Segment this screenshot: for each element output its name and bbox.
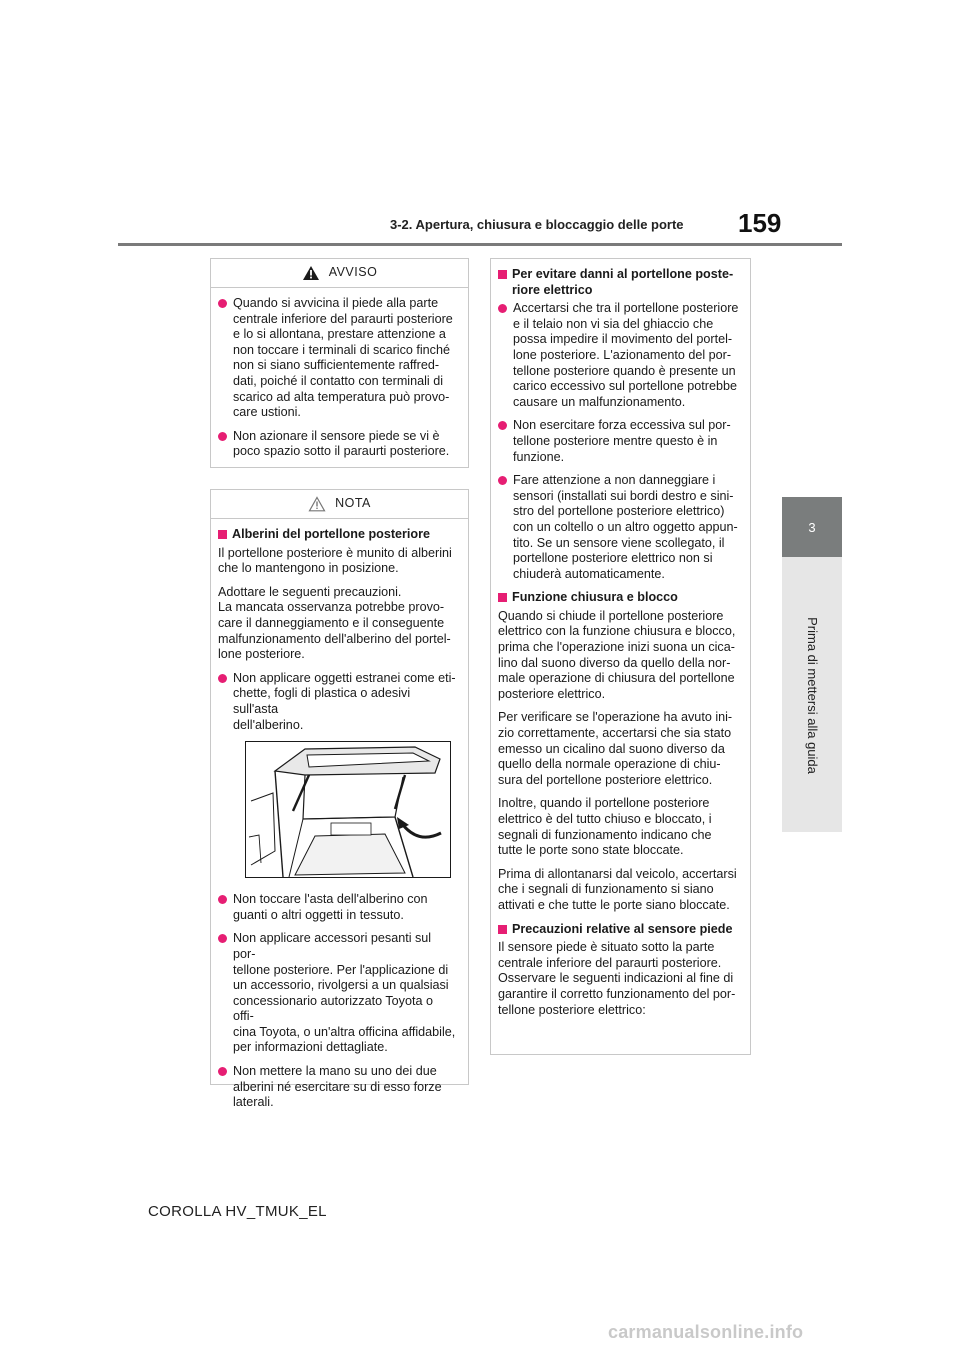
- bullet-text: Non azionare il sensore piede se vi è poco spazio sotto il paraurti posteriore.: [233, 428, 450, 459]
- paragraph: Il portellone posteriore è munito di alberini che lo mantengono in posizione.: [218, 545, 452, 576]
- section-title: 3-2. Apertura, chiusura e bloccaggio delle porte: [390, 217, 684, 232]
- warning-triangle-icon: [302, 265, 320, 281]
- paragraph: Adottare le seguenti precauzioni. La mancata osservanza potrebbe provo- care il danneggiamento e il conseguente malfunzionamento dell'alberino del portel- lone posteriore.: [218, 584, 451, 662]
- list-item: [218, 892, 456, 923]
- bullet-text: Non mettere la mano su uno dei due alberini né esercitare su di esso forze laterali.: [233, 1064, 442, 1110]
- tailgate-strut-illustration: [245, 741, 451, 878]
- list-item: [498, 473, 739, 582]
- bullet-dot-icon: [218, 674, 227, 683]
- bullet-dot-icon: [218, 895, 227, 904]
- bullet-dot-icon: [498, 421, 507, 430]
- list-item: [218, 296, 456, 421]
- paragraph: Quando si chiude il portellone posteriore elettrico con la funzione chiusura e blocco, prima che l'operazione inizi suona un cica- lino dal suono diverso da quello della nor- male operazione di chiusura del portellone posteriore elettrico.: [498, 608, 736, 701]
- bullet-dot-icon: [218, 934, 227, 943]
- bullet-text: Quando si avvicina il piede alla parte centrale inferiore del paraurti posteriore e lo si allontana, prestare attenzione a non toccare i terminali di scarico finché non si siano sufficientemente raffred- dati, poiché il contatto con terminali di scarico ad alta temperatura può provo- care ustioni.: [233, 296, 453, 420]
- warning-header: [211, 259, 468, 288]
- paragraph: Inoltre, quando il portellone posteriore elettrico è del tutto chiuso e bloccato, i segnali di funzionamento indicano che tutte le porte sono state bloccate.: [498, 796, 712, 858]
- square-bullet-icon: [498, 270, 507, 279]
- notice-box-right: [490, 258, 751, 1055]
- chapter-tab: [782, 497, 842, 557]
- square-bullet-icon: [498, 593, 507, 602]
- bullet-dot-icon: [498, 304, 507, 313]
- list-item: [218, 1064, 456, 1111]
- chapter-tab-number: 3: [808, 519, 816, 535]
- paragraph: Il sensore piede è situato sotto la parte centrale inferiore del paraurti posteriore. Osservare le seguenti indicazioni al fine di garantire il corretto funzionamento del por- tellone posteriore elettrico:: [498, 940, 736, 1017]
- square-bullet-icon: [498, 925, 507, 934]
- warning-title: AVVISO: [328, 265, 378, 280]
- bullet-dot-icon: [218, 432, 227, 441]
- list-item: [498, 418, 739, 465]
- subsection-heading: Alberini del portellone posteriore: [218, 527, 456, 543]
- list-item: [218, 931, 456, 1056]
- chapter-label: [799, 570, 825, 820]
- subsection-heading: Funzione chiusura e blocco: [498, 590, 739, 606]
- tailgate-strut-drawing: [245, 741, 451, 878]
- paragraph: Per verificare se l'operazione ha avuto ini- zio correttamente, accertarsi che sia stato emesso un cicalino dal suono diverso da quello della normale operazione di chiu- sura del portellone posteriore elettrico.: [498, 710, 733, 787]
- header-divider: [118, 243, 842, 246]
- bullet-dot-icon: [218, 299, 227, 308]
- bullet-text: Non toccare l'asta dell'alberino con guanti o altri oggetti in tessuto.: [233, 892, 428, 922]
- note-header: [211, 490, 468, 519]
- footer-watermark: carmanualsonline.info: [608, 1322, 804, 1342]
- list-item: [218, 429, 456, 460]
- warning-box: [210, 258, 469, 468]
- bullet-dot-icon: [218, 1067, 227, 1076]
- square-bullet-icon: [218, 530, 227, 539]
- bullet-text: Fare attenzione a non danneggiare i sensori (installati sui bordi destro e sini- stro del portellone posteriore elettrico) con un coltello o un altro oggetto appun- tito. Se un sensore viene scollegato, il portellone posteriore elettrico non si chiuderà automaticamente.: [513, 473, 738, 581]
- footer-model-code: COROLLA HV_TMUK_EL: [148, 1203, 327, 1220]
- list-item: [498, 301, 739, 410]
- list-item: [218, 671, 456, 733]
- page-number: 159: [738, 208, 782, 238]
- subsection-heading: Precauzioni relative al sensore piede: [498, 922, 739, 938]
- note-title: NOTA: [335, 496, 371, 511]
- bullet-text: Non applicare oggetti estranei come eti- chette, fogli di plastica o adesivi sull'asta dell'alberino.: [233, 670, 456, 732]
- note-box: [210, 489, 469, 1110]
- bullet-text: Non applicare accessori pesanti sul por- tellone posteriore. Per l'applicazione di un accessorio, rivolgersi a un qualsiasi concessionario autorizzato Toyota o offi- cina Toyota, o un'altra officina affidabile, per informazioni dettagliate.: [233, 931, 456, 1055]
- bullet-text: Non esercitare forza eccessiva sul por- tellone posteriore mentre questo è in funzione.: [513, 418, 731, 464]
- paragraph: Prima di allontanarsi dal veicolo, accertarsi che i segnali di funzionamento si siano attivati e che tutte le porte siano bloccate.: [498, 866, 737, 912]
- chapter-label-text: Prima di mettersi alla guida: [804, 616, 820, 774]
- subsection-heading: Per evitare danni al portellone poste- riore elettrico: [498, 267, 739, 298]
- bullet-text: Accertarsi che tra il portellone posteriore e il telaio non vi sia del ghiaccio che possa impedire il movimento del portel- lone posteriore. L'azionamento del por- tellone posteriore quando è presente un carico eccessivo sul portellone potrebbe causare un malfunzionamento.: [513, 301, 739, 409]
- bullet-dot-icon: [498, 476, 507, 485]
- caution-outline-icon: [308, 496, 326, 512]
